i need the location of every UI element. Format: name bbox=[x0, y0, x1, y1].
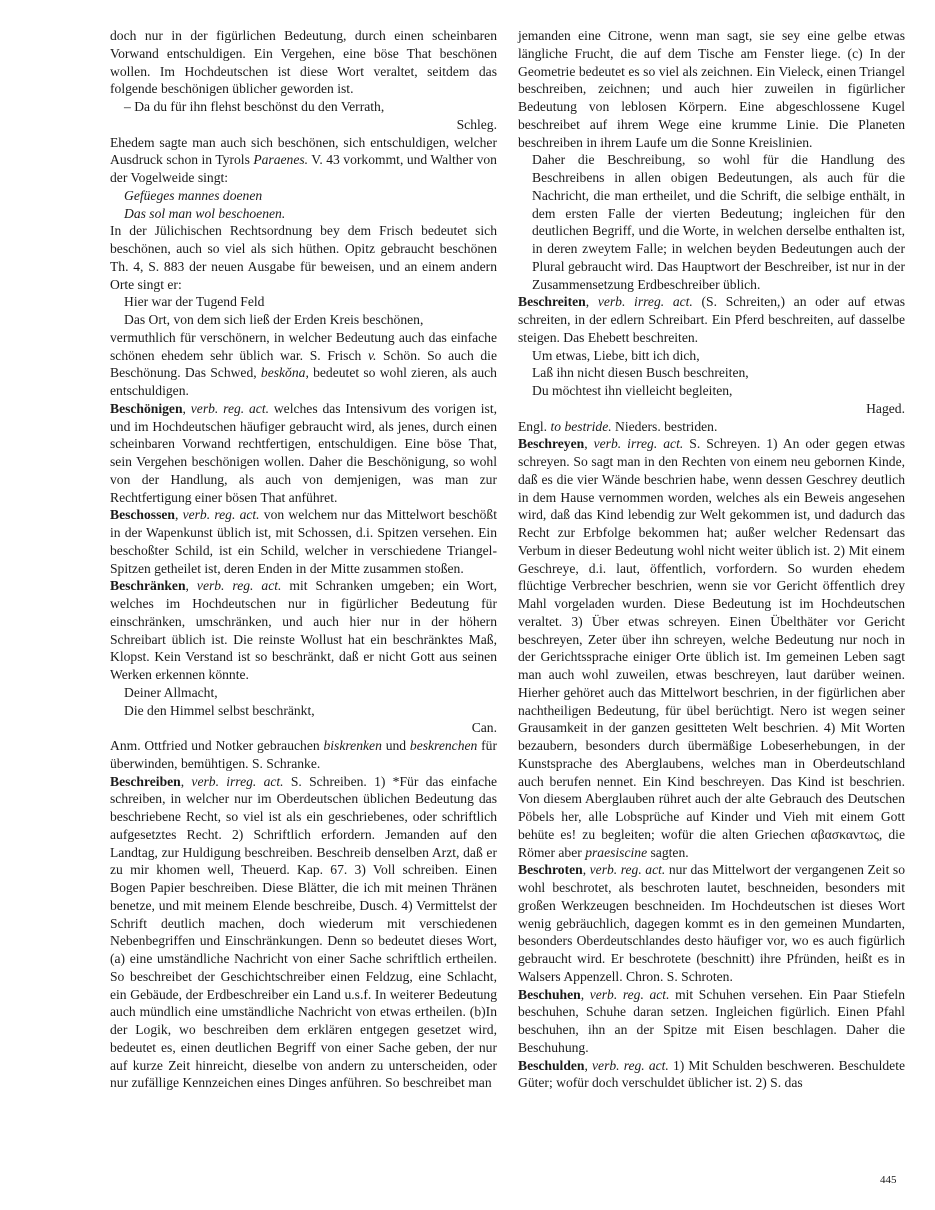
verse-line: – Da du für ihn flehst beschönst du den Verrath, bbox=[124, 99, 385, 114]
verse-attribution: Can. bbox=[471, 720, 497, 736]
paragraph: jemanden eine Citrone, wenn man sagt, sie sey eine gelbe etwas längliche Frucht, die auf dem Tische am Fenster liege. (c) In der Geometrie bedeutet es so viel als zeichnen. Ein Vieleck, einen Triangel beschreiben, zeichnen; und auch hier zuweilen in figürlicher Bedeutung von leblosen Körpern. Eine abgeschlossene Kugel beschreibet auf ihrem Wege eine krumme Linie. Die Planeten beschreiben in ihrem Laufe um die Sonne Kreislinien. bbox=[518, 28, 905, 150]
verse-line: Die den Himmel selbst beschränkt, bbox=[124, 702, 315, 718]
paragraph: Daher die Beschreibung, so wohl für die Handlung des Beschreibens in allen obigen Bedeutungen, als auch für die Nachricht, die man ertheilet, und die Schrift, die selbige enthält, in dem ersten Falle der vierten Bedeutung; ingleichen für den deutlichen Begriff, und die Worte, in welchen derselbe enthalten ist, in deren zweytem Falle; in welchen beyden Bedeutungen auch der Plural gebraucht wird. Das Hauptwort der Beschreiber, ist nur in der Zusammensetzung Erdbeschreiber üblich. bbox=[532, 152, 905, 292]
entry-beschraenken: Beschränken, verb. reg. act. mit Schranken umgeben; ein Wort, welches im Hochdeutschen nur in figürlicher Bedeutung für einschränken, umschränken, und auch hier nur in der höhern Schreibart üblich ist. Die reinste Wollust hat ein beschränktes Maß, Klopst. Kein Verstand ist so beschränkt, daß er nicht Gott aus seinen Werken erkennen könnte. bbox=[110, 578, 498, 682]
verse-attribution: Schleg. bbox=[456, 116, 497, 132]
page-number: 445 bbox=[880, 1174, 897, 1186]
entry-beschoenigen: Beschönigen, verb. reg. act. welches das Intensivum des vorigen ist, und im Hochdeutschen häufiger gebraucht wird, als jenes, durch einen scheinbaren Vorwand rechtfertigen, entschuldigen. Eine böse That, sein Vergehen beschönigen wollen. Daher die Beschönigung, so wohl von der Handlung, als auch von demjenigen, was man zur Rechtfertigung einer bösen That anführet. bbox=[110, 400, 497, 505]
paragraph: Engl. to bestride. Nieders. bestriden. bbox=[518, 418, 718, 434]
entry-beschossen: Beschossen, verb. reg. act. von welchem nur das Mittelwort beschößt in der Wapenkunst üblich ist, mit Schossen, d.i. Spitzen versehen. Ein beschoßter Schild, ist ein Schild, welcher in verschiedene Triangel-Spitzen getheilet ist, deren Enden in der Mitte zusammen stoßen. bbox=[110, 507, 497, 576]
entry-beschreiben: Beschreiben, verb. irreg. act. S. Schreiben. 1) *Für das einfache schreiben, in welcher nur im Oberdeutschen üblichen Bedeutung das beschriebene Recht, so viel ist als ein geschriebenes, oder schriftlich aufgesetztes Recht. 2) Schriftlich erfordern. Jemanden auf den Landtag, zur Huldigung beschreiben. Beschreib denselben Arzt, daß er zu mir khomen well, Theuerd. Kap. 67. 3) Voll schreiben. Einen Bogen Papier beschreiben. Diese Blätter, die ich mit meinen Thränen benetze, und mit meinem Elende beschreibe, Dusch. 4) Vermittelst der Schrift deutlich machen, doch wiederum mit verschiedenen Nebenbegriffen und Einschränkungen. Denn so bedeutet dieses Wort, (a) eine umständliche Nachricht von einer Sache schriftlich ertheilen. So beschreibet der Geschichtschreiber einen Feldzug, eine Schlacht, ein Gebäude, der Erdbeschreiber ein Land u.s.f. In weiterer Bedeutung auch mündlich eine umständliche Nachricht von etwas ertheilen. (b)In der Logik, wo beschreiben dem erklären entgegen gesetzet wird, bedeutet es, einen deutlichen Begriff von einer Sache geben, der nur auf kurze Zeit hinreicht, dieselbe von andern zu unterscheiden, oder nur zufällige Kennzeichen eines Dinges anführen. So beschreibet man bbox=[110, 773, 498, 1091]
paragraph: Ehedem sagte man auch sich beschönen, sich entschuldigen, welcher Ausdruck schon in Tyrols Paraenes. V. 43 vorkommt, und Walther von der Vogelweide singt: bbox=[110, 134, 497, 185]
verse-line: Deiner Allmacht, bbox=[124, 684, 218, 700]
paragraph: vermuthlich für verschönern, in welcher Bedeutung auch das einfache schönen ehedem sehr üblich war. S. Frisch v. Schön. So auch die Beschönung. Das Schwed, beskŏna, bedeutet so wohl zieren, als auch entschuldigen. bbox=[110, 329, 497, 398]
verse-line: Das sol man wol beschoenen. bbox=[124, 205, 286, 221]
paragraph: In der Jülichischen Rechtsordnung bey dem Frisch bedeutet sich beschönen, auch so viel als sich hüthen. Opitz gebraucht beschönen Th. 4, S. 883 der neuen Ausgabe für beweisen, und an einem andern Orte singt er: bbox=[110, 223, 497, 292]
entry-beschulden: Beschulden, verb. reg. act. 1) Mit Schulden beschweren. Beschuldete Güter; wofür doch verschuldet üblicher ist. 2) S. das bbox=[518, 1057, 906, 1091]
paragraph: doch nur in der figürlichen Bedeutung, durch einen scheinbaren Vorwand entschuldigen. Ein Vergehen, eine böse That beschönen wollen. Im Hochdeutschen ist diese Wort veraltet, seitdem das folgende beschönigen üblicher geworden ist. bbox=[110, 28, 497, 97]
paragraph: Anm. Ottfried und Notker gebrauchen biskrenken und beskrenchen für überwinden, bemühtigen. S. Schranke. bbox=[110, 738, 498, 771]
verse-line: Laß ihn nicht diesen Busch beschreiten, bbox=[532, 365, 749, 381]
verse-line: Hier war der Tugend Feld bbox=[124, 294, 265, 310]
left-column bbox=[110, 27, 497, 1092]
entry-beschuhen: Beschuhen, verb. reg. act. mit Schuhen versehen. Ein Paar Stiefeln beschuhen, Schuhe daran setzen. Ingleichen figürlich. Einen Pfahl beschuhen, ihn an der Spitze mit Eisen beschlagen. Daher die Beschuhung. bbox=[518, 986, 905, 1055]
verse-line: Gefüeges mannes doenen bbox=[124, 187, 263, 203]
verse-attribution: Haged. bbox=[866, 400, 905, 416]
entry-beschreyen: Beschreyen, verb. irreg. act. S. Schreyen. 1) An oder gegen etwas schreyen. So sagt man in den Rechten von einem neu gebornen Kinde, daß es die vier Wände beschrien habe, wenn dessen Geschrey deutlich in dem Hause vernommen worden, welches als ein Beweis angesehen wird, daß das Kind lebendig zur Welt gekommen ist, und dadurch das Recht zur Erbfolge bekommen hat; außer welcher Redensart das Verbum in dieser Bedeutung wohl nicht weiter üblich ist. 2) Mit einem Geschreye, d.i. laut, öffentlich, vorfordern. So wurden ehedem flüchtige Verbrecher beschrien, wenn sie vor Gericht öffentlich drey Mahl vorgeladen wurden. Diese Bedeutung ist im Hochdeutschen veraltet. 3) Über etwas schreyen. Einen Übelthäter vor Gericht beschreyen, Zeter über ihn schreyen, welche Bedeutung nur noch in der Gerichtssprache einiger Orte üblich ist. Im gemeinen Leben sagt man auch wohl zuweilen, etwas beschreyen, laut darüber weinen. Hierher gehöret auch das Mittelwort beschrien, in der figürlichen aber nachtheiligen Bedeutung, für übel berüchtigt. Nero ist wegen seiner Grausamkeit in der ganzen gesitteten Welt beschrien. 4) Mit Worten bezaubern, besonders durch übermäßige Lobeserhebungen, in der Kunstsprache des Aberglaubens, welches man in Oberdeutschland auch berufen nennet. Ein Kind beschreyen. Das Kind ist beschrien. Von diesem Aberglauben rühret auch der alte Gebrauch des Deutschen Pöbels her, alle Lobsprüche auf Kinder und Vieh mit einem Gott behüte es! zu begleiten; wofür die alten Griechen αβασκαντως, die Römer aber praesiscine sagten. bbox=[518, 436, 905, 860]
entry-beschreiten: Beschreiten, verb. irreg. act. (S. Schreiten,) an oder auf etwas schreiten, in der edlern Schreibart. Ein Pferd beschreiten, auf dasselbe steigen. Das Ehebett beschreiten. bbox=[518, 294, 906, 345]
verse-line: Du möchtest ihn vielleicht begleiten, bbox=[532, 383, 733, 398]
entry-beschroten: Beschroten, verb. reg. act. nur das Mittelwort der vergangenen Zeit so wohl beschrotet, als beschroten lautet, beschneiden, besonders mit großen Werkzeugen beschneiden. Im Hochdeutschen ist dieses Wort wenig gebräuchlich, dagegen kommt es in den gemeinen Mundarten, besonders Oberdeutschlandes desto häufiger vor, wo es auch figürlich gebraucht wird. Er beschrotete (beschnitt) ihre Pfründen, heißt es in Walsers Appenzell. Chron. S. Schroten. bbox=[518, 862, 905, 984]
verse-line: Um etwas, Liebe, bitt ich dich, bbox=[532, 347, 700, 363]
verse-line: Das Ort, von dem sich ließ der Erden Kreis beschönen, bbox=[124, 312, 424, 327]
right-column bbox=[518, 27, 905, 1092]
